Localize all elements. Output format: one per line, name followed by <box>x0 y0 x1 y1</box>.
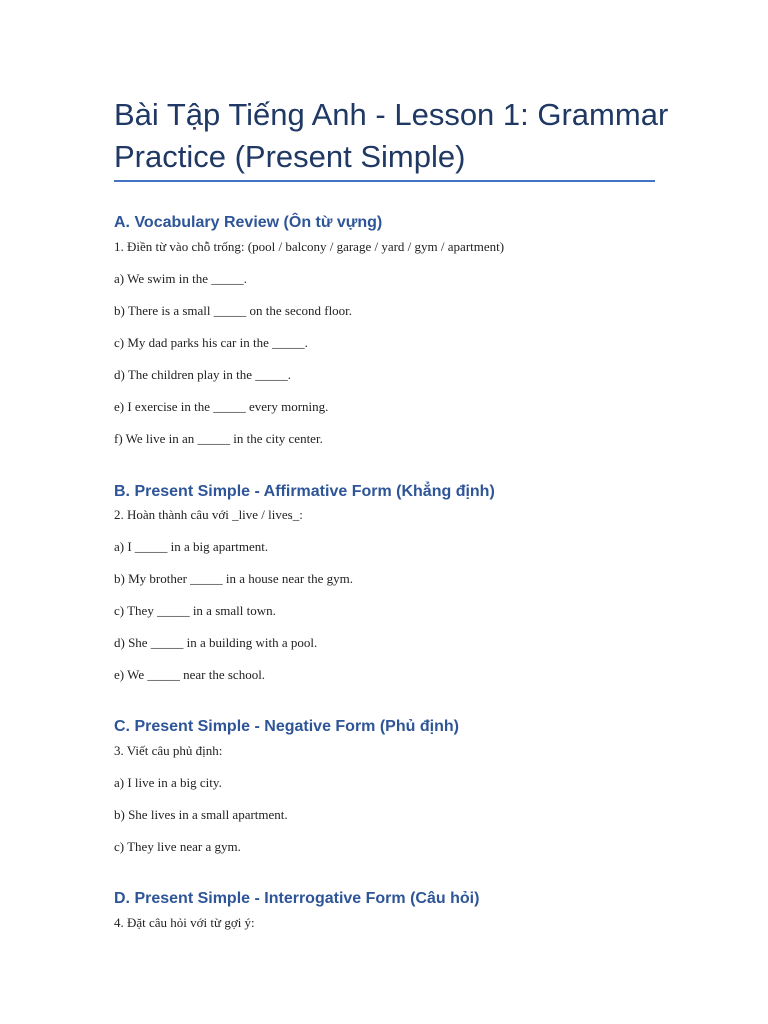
exercise-item: f) We live in an _____ in the city center. <box>114 431 323 446</box>
exercise-item: b) There is a small _____ on the second floor. <box>114 303 353 318</box>
exercise-item: d) She _____ in a building with a pool. <box>114 635 318 650</box>
section-c-heading: C. Present Simple - Negative Form (Phủ định) <box>114 718 459 735</box>
page-title: Bài Tập Tiếng Anh - Lesson 1: Grammar Practice (Present Simple) <box>114 97 669 174</box>
exercise-item: e) I exercise in the _____ every morning. <box>114 399 329 414</box>
section-c-instruction: 3. Viết câu phủ định: <box>114 743 223 758</box>
section-d-instruction: 4. Đặt câu hỏi với từ gợi ý: <box>114 915 255 930</box>
title-underline <box>114 180 655 182</box>
exercise-item: c) They _____ in a small town. <box>114 603 276 618</box>
exercise-item: c) They live near a gym. <box>114 839 241 854</box>
section-d-heading: D. Present Simple - Interrogative Form (Câu hỏi) <box>114 890 480 907</box>
exercise-item: e) We _____ near the school. <box>114 667 266 682</box>
exercise-item: d) The children play in the _____. <box>114 367 292 382</box>
exercise-item: a) I _____ in a big apartment. <box>114 539 269 554</box>
exercise-item: a) We swim in the _____. <box>114 271 248 286</box>
exercise-item: b) My brother _____ in a house near the gym. <box>114 571 354 586</box>
exercise-item: c) My dad parks his car in the _____. <box>114 335 308 350</box>
exercise-item: a) I live in a big city. <box>114 775 222 790</box>
section-a-instruction: 1. Điền từ vào chỗ trống: (pool / balcony / garage / yard / gym / apartment) <box>114 239 505 254</box>
section-b-heading: B. Present Simple - Affirmative Form (Khẳng định) <box>114 483 495 500</box>
section-b-instruction: 2. Hoàn thành câu với _live / lives_: <box>114 507 303 522</box>
exercise-item: b) She lives in a small apartment. <box>114 807 288 822</box>
section-a-heading: A. Vocabulary Review (Ôn từ vựng) <box>114 214 383 231</box>
